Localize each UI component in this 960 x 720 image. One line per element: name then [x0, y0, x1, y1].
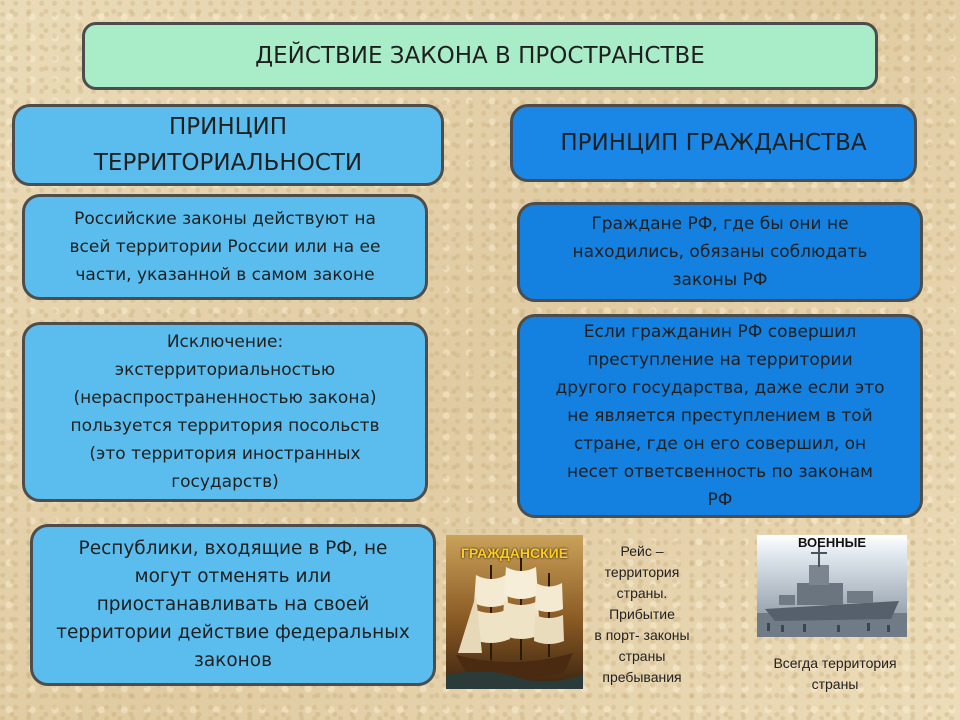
- caption-line: страны: [618, 648, 666, 664]
- citizenship-crime-box: [517, 314, 923, 518]
- text-line: законов: [194, 650, 272, 671]
- territoriality-rule-box: [22, 194, 428, 300]
- citizenship-rule-box: [517, 202, 923, 302]
- civil-ships-label: ГРАЖДАНСКИЕ: [460, 545, 569, 561]
- military-ships-label: ВОЕННЫЕ: [797, 535, 867, 550]
- text-line: законы РФ: [672, 270, 768, 290]
- text-line: (нераспространенностью закона): [73, 388, 377, 408]
- caption-line: в порт- законы: [594, 627, 690, 643]
- warship-image: [757, 535, 907, 637]
- text-line: Граждане РФ, где бы они не: [591, 214, 849, 234]
- citizenship-principle-header: [510, 104, 917, 182]
- territoriality-header-line: ТЕРРИТОРИАЛЬНОСТИ: [93, 150, 363, 176]
- text-line: Республики, входящие в РФ, не: [78, 538, 388, 559]
- text-line: приостанавливать на своей: [96, 594, 370, 615]
- text-line: всей территории России или на ее: [69, 237, 381, 257]
- text-line: экстерриториальностью: [114, 360, 336, 380]
- caption-line: Рейс –: [620, 543, 664, 559]
- citizenship-header-text: ПРИНЦИП ГРАЖДАНСТВА: [560, 130, 867, 156]
- caption-line: территория: [604, 564, 680, 580]
- caption-line: Прибытие: [609, 606, 675, 622]
- text-line: Если гражданин РФ совершил: [583, 322, 857, 342]
- exception-box: [22, 322, 428, 502]
- text-line: пользуется территория посольств: [70, 416, 380, 436]
- text-line: территории действие федеральных: [56, 622, 410, 643]
- caption-line: пребывания: [602, 669, 682, 685]
- sailing-ship-image: [446, 535, 583, 689]
- caption-line: страны.: [616, 585, 668, 601]
- text-line: преступление на территории: [587, 350, 853, 370]
- military-ships-caption: [750, 653, 920, 695]
- caption-line: страны: [811, 676, 859, 692]
- text-line: другого государства, даже если это: [555, 378, 885, 398]
- republics-box: [30, 524, 436, 686]
- text-line: РФ: [707, 490, 733, 510]
- text-line: части, указанной в самом законе: [75, 265, 375, 285]
- page-title-box: [82, 22, 878, 90]
- text-line: не является преступлением в той: [567, 406, 873, 426]
- text-line: Исключение:: [166, 332, 284, 352]
- text-line: находились, обязаны соблюдать: [572, 242, 868, 262]
- civil-ships-caption: [580, 541, 704, 688]
- page-title: ДЕЙСТВИЕ ЗАКОНА В ПРОСТРАНСТВЕ: [255, 43, 705, 69]
- caption-line: Всегда территория: [773, 655, 897, 671]
- territoriality-principle-header: [12, 104, 444, 186]
- warship-icon: [757, 535, 907, 637]
- text-line: несет ответсвенность по законам: [567, 462, 873, 482]
- text-line: стране, где он его совершил, он: [573, 434, 867, 454]
- text-line: Российские законы действуют на: [74, 209, 376, 229]
- territoriality-header-line: ПРИНЦИП: [168, 114, 288, 140]
- text-line: могут отменять или: [134, 566, 332, 587]
- text-line: государств): [171, 472, 279, 492]
- text-line: (это территория иностранных: [89, 444, 361, 464]
